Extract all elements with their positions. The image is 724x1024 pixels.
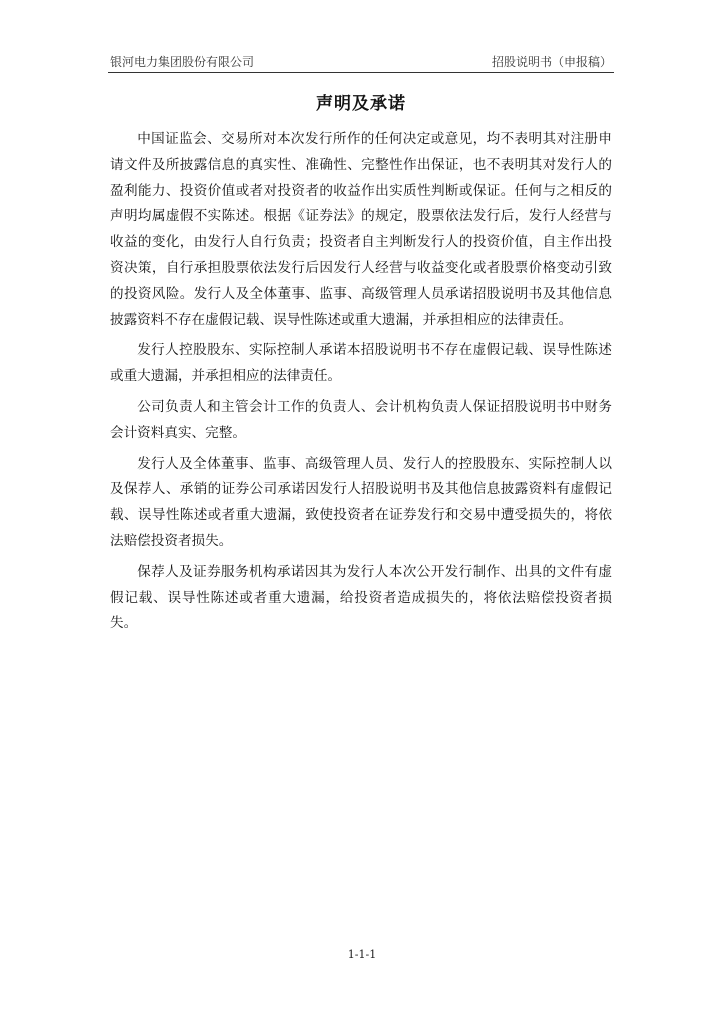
paragraph: 发行人及全体董事、监事、高级管理人员、发行人的控股股东、实际控制人以及保荐人、承销的证券公司承诺因发行人招股说明书及其他信息披露资料有虚假记载、误导性陈述或者重大遗漏，致使投资者在证券发行和交易中遭受损失的，将依法赔偿投资者损失。	[110, 455, 612, 549]
paragraph: 保荐人及证券服务机构承诺因其为发行人本次公开发行制作、出具的文件有虚假记载、误导性陈述或者重大遗漏，给投资者造成损失的，将依法赔偿投资者损失。	[110, 563, 612, 632]
document-body	[110, 127, 612, 642]
page-number: 1-1-1	[347, 948, 377, 961]
paragraph: 公司负责人和主管会计工作的负责人、会计机构负责人保证招股说明书中财务会计资料真实、完整。	[110, 398, 612, 441]
document-title: 声明及承诺	[316, 94, 406, 114]
header-document-type: 招股说明书（申报稿）	[491, 55, 612, 69]
header-company-name: 银河电力集团股份有限公司	[110, 55, 255, 69]
page-header	[108, 50, 614, 73]
paragraph: 发行人控股股东、实际控制人承诺本招股说明书不存在虚假记载、误导性陈述或重大遗漏，并承担相应的法律责任。	[110, 342, 612, 385]
paragraph: 中国证监会、交易所对本次发行所作的任何决定或意见，均不表明其对注册申请文件及所披露信息的真实性、准确性、完整性作出保证，也不表明其对发行人的盈利能力、投资价值或者对投资者的收益作出实质性判断或保证。任何与之相反的声明均属虚假不实陈述。根据《证券法》的规定，股票依法发行后，发行人经营与收益的变化，由发行人自行负责；投资者自主判断发行人的投资价值，自主作出投资决策，自行承担股票依法发行后因发行人经营与收益变化或者股票价格变动引致的投资风险。发行人及全体董事、监事、高级管理人员承诺招股说明书及其他信息披露资料不存在虚假记载、误导性陈述或重大遗漏，并承担相应的法律责任。	[110, 131, 612, 328]
